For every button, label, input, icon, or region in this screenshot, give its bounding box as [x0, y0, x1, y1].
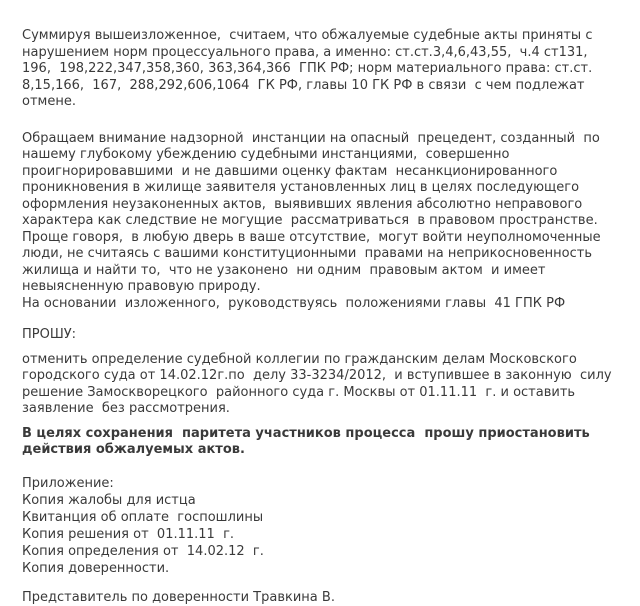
attachment-item-power-of-attorney: Копия доверенности. [22, 560, 620, 577]
paragraph-request-cancel: отменить определение судебной коллегии по гражданским делам Московского городского суда от 14.02.12г.по делу 33-3234/2012, и вступившее в законную силу решение Замоскворецкого районного суда г. Москвы от 01.11.11 г. и оставить заявление без рассмотрения. [22, 352, 620, 418]
attachments-list [22, 475, 620, 577]
request-heading: ПРОШУ: [22, 327, 620, 344]
attachment-item-ruling-copy: Копия определения от 14.02.12 г. [22, 543, 620, 560]
attachments-title: Приложение: [22, 475, 620, 492]
paragraph-attention-precedent: Обращаем внимание надзорной инстанции на опасный прецедент, созданный по нашему глубокому убеждению судебными инстанциями, совершенно проигнорировавшими и не давшими оценку фактам несанкционированного проникновения в жилище заявителя установленных лиц в целях последующего оформления неузаконенных актов, выявивших явления абсолютно неправового характера как следствие не могущие рассматриваться в правовом пространстве. Проще говоря, в любую дверь в ваше отсутствие, могут войти неуполномоченные люди, не считаясь с вашими конституционными правами на неприкосновенность жилища и найти то, что не узаконено ни одним правовым актом и имеет невыясненную правовую природу. [22, 131, 620, 296]
signature-line: Представитель по доверенности Травкина В. [22, 590, 620, 606]
attachment-item-complaint-copy: Копия жалобы для истца [22, 492, 620, 509]
paragraph-legal-basis: На основании изложенного, руководствуясь положениями главы 41 ГПК РФ [22, 296, 620, 313]
paragraph-parity-suspension: В целях сохранения паритета участников процесса прошу приостановить действия обжалуемых актов. [22, 426, 620, 459]
paragraph-summary-violations: Суммируя вышеизложенное, считаем, что обжалуемые судебные акты приняты с нарушением норм процессуального права, а именно: ст.ст.3,4,6,43,55, ч.4 ст131, 196, 198,222,347,358,360, 363,364,366 ГПК РФ; норм материального права: ст.ст. 8,15,166, 167, 288,292,606,1064 ГК РФ, главы 10 ГК РФ в связи с чем подлежат отмене. [22, 28, 620, 111]
attachment-item-fee-receipt: Квитанция об оплате госпошлины [22, 509, 620, 526]
attachment-item-decision-copy: Копия решения от 01.11.11 г. [22, 526, 620, 543]
